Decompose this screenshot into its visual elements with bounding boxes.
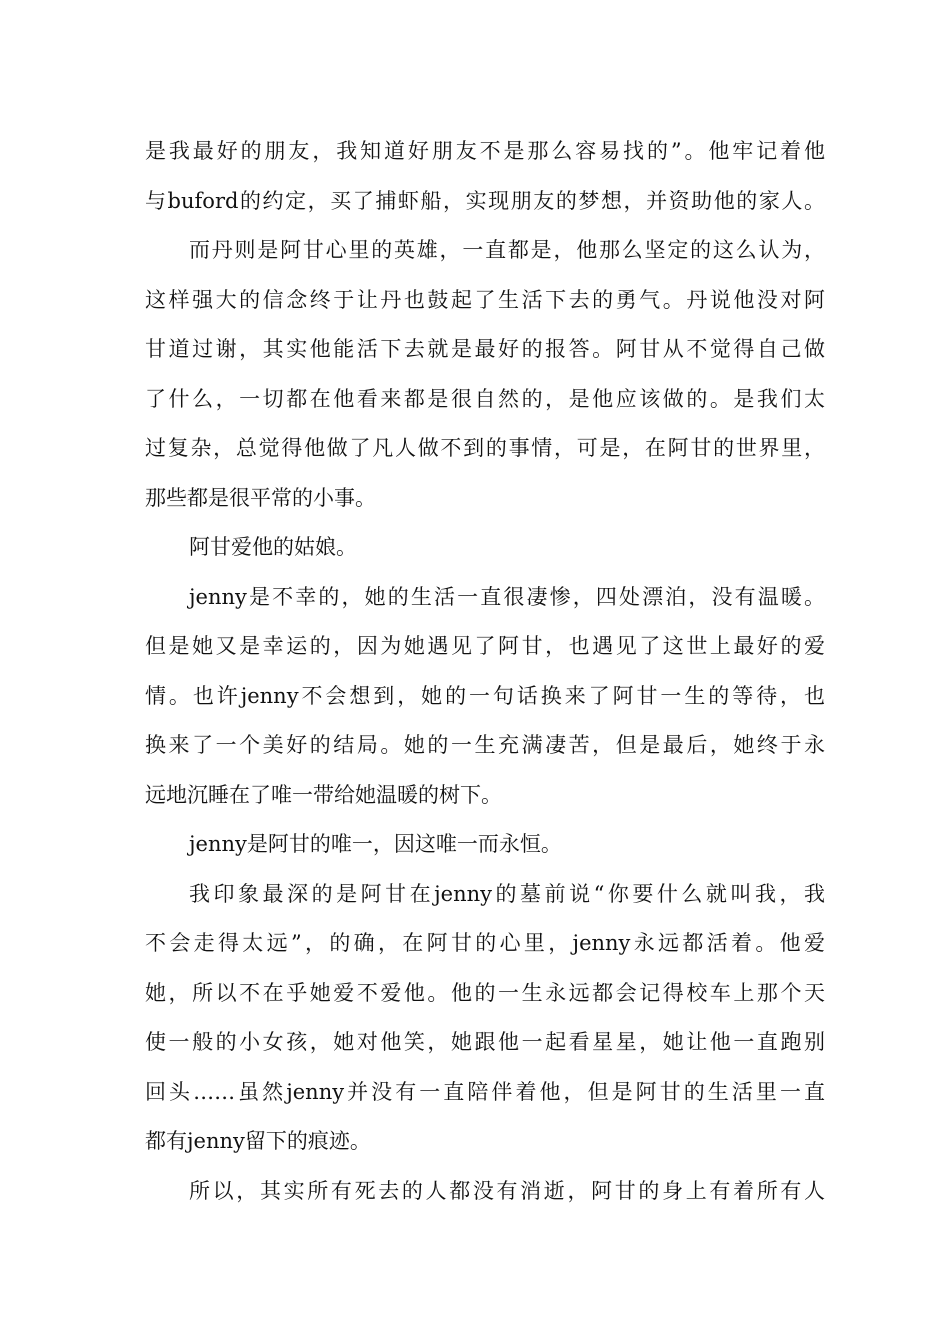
paragraph-start-line: 阿甘爱他的姑娘。: [189, 535, 357, 559]
text-line: 她，所以不在乎她爱不爱他。他的一生永远都会记得校车上那个天: [145, 980, 825, 1005]
paragraph-start-line: 所以，其实所有死去的人都没有消逝，阿甘的身上有着所有人: [189, 1178, 825, 1203]
text-line: 换来了一个美好的结局。她的一生充满凄苦，但是最后，她终于永: [145, 733, 825, 757]
text-line: 但是她又是幸运的，因为她遇见了阿甘，也遇见了这世上最好的爱: [145, 634, 825, 658]
paragraph-start-line: jenny是阿甘的唯一，因这唯一而永恒。: [189, 832, 562, 856]
text-line: 不会走得太远”，的确，在阿甘的心里，jenny永远都活着。他爱: [145, 931, 825, 955]
text-line: 过复杂，总觉得他做了凡人做不到的事情，可是，在阿甘的世界里，: [145, 436, 825, 460]
text-line: 回头……虽然jenny并没有一直陪伴着他，但是阿甘的生活里一直: [145, 1079, 825, 1104]
text-line: 远地沉睡在了唯一带给她温暖的树下。: [145, 782, 502, 807]
paragraph-start-line: 而丹则是阿甘心里的英雄，一直都是，他那么坚定的这么认为，: [189, 238, 825, 262]
text-line: 是我最好的朋友，我知道好朋友不是那么容易找的”。他牢记着他: [145, 139, 825, 163]
text-line: 那些都是很平常的小事。: [145, 485, 376, 510]
document-body: [145, 127, 825, 1216]
text-line: 了什么，一切都在他看来都是很自然的，是他应该做的。是我们太: [145, 386, 825, 411]
text-line: 甘道过谢，其实他能活下去就是最好的报答。阿甘从不觉得自己做: [145, 337, 825, 361]
text-line: 这样强大的信念终于让丹也鼓起了生活下去的勇气。丹说他没对阿: [145, 287, 825, 312]
paragraph-start-line: jenny是不幸的，她的生活一直很凄惨，四处漂泊，没有温暖。: [189, 584, 825, 609]
paragraph-start-line: 我印象最深的是阿甘在jenny的墓前说“你要什么就叫我，我: [189, 881, 825, 906]
text-line: 情。也许jenny不会想到，她的一句话换来了阿甘一生的等待，也: [145, 683, 825, 708]
text-line: 使一般的小女孩，她对他笑，她跟他一起看星星，她让他一直跑别: [145, 1030, 825, 1054]
text-line: 都有jenny留下的痕迹。: [145, 1129, 371, 1153]
text-line: 与buford的约定，买了捕虾船，实现朋友的梦想，并资助他的家人。: [145, 188, 825, 213]
